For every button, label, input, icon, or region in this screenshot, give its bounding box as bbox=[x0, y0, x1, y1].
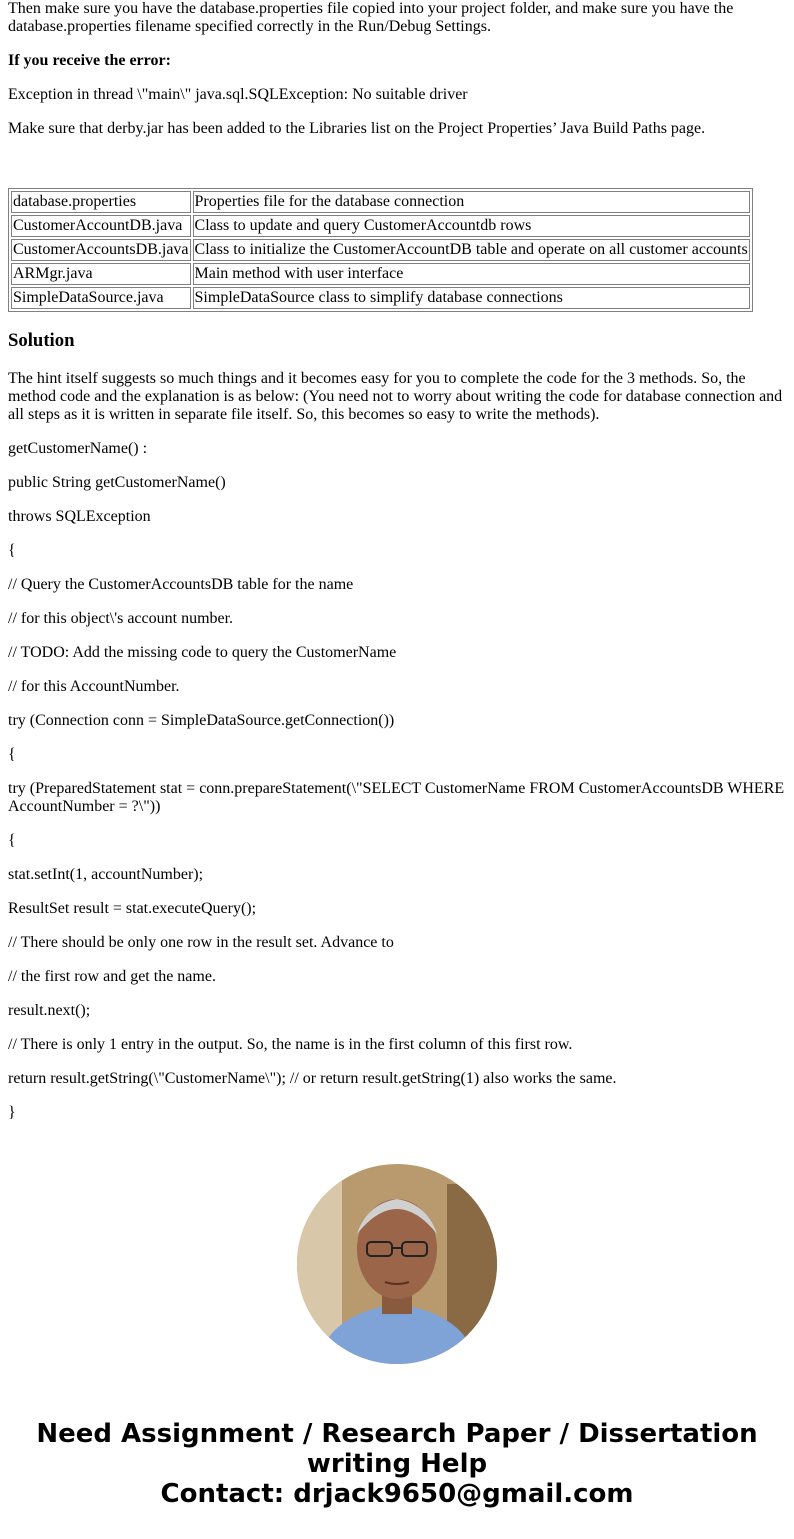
code-line: // for this object\'s account number. bbox=[8, 610, 234, 627]
code-line: // There is only 1 entry in the output. So, the name is in the first column of this first row. bbox=[8, 1036, 573, 1053]
code-line: public String getCustomerName() bbox=[8, 474, 226, 491]
code-line: try (PreparedStatement stat = conn.prepareStatement(\"SELECT CustomerName FROM CustomerAccountsDB WHERE AccountNumber = ?\")) bbox=[8, 780, 785, 815]
table-row bbox=[11, 239, 750, 261]
file-description: Properties file for the database connection bbox=[193, 191, 750, 213]
author-photo bbox=[297, 1164, 497, 1364]
file-description: Class to initialize the CustomerAccountDB table and operate on all customer accounts bbox=[193, 239, 750, 261]
table-row bbox=[11, 287, 750, 309]
file-description: Main method with user interface bbox=[193, 263, 750, 285]
code-line: } bbox=[8, 1104, 16, 1121]
code-line: try (Connection conn = SimpleDataSource.getConnection()) bbox=[8, 712, 395, 729]
code-line: { bbox=[8, 542, 16, 559]
code-line: getCustomerName() : bbox=[8, 440, 148, 457]
solution-intro: The hint itself suggests so much things and it becomes easy for you to complete the code for the 3 methods. So, the method code and the explanation is as below: (You need not to worry about writing the code for database connection and all steps as it is written in separate file itself. So, this becomes so easy to write the methods). bbox=[8, 370, 783, 423]
file-name: database.properties bbox=[11, 191, 191, 213]
code-line: // TODO: Add the missing code to query the CustomerName bbox=[8, 644, 397, 661]
file-name: SimpleDataSource.java bbox=[11, 287, 191, 309]
file-description: SimpleDataSource class to simplify database connections bbox=[193, 287, 750, 309]
file-name: CustomerAccountDB.java bbox=[11, 215, 191, 237]
table-row bbox=[11, 215, 750, 237]
solution-heading: Solution bbox=[8, 330, 75, 351]
code-line: // the first row and get the name. bbox=[8, 968, 216, 985]
code-line: result.next(); bbox=[8, 1002, 91, 1019]
intro-paragraph: Then make sure you have the database.properties file copied into your project folder, and make sure you have the database.properties filename specified correctly in the Run/Debug Settings. bbox=[8, 0, 734, 35]
file-name: CustomerAccountsDB.java bbox=[11, 239, 191, 261]
error-text: Exception in thread \"main\" java.sql.SQLException: No suitable driver bbox=[8, 86, 468, 103]
files-table bbox=[8, 188, 753, 312]
table-row bbox=[11, 191, 750, 213]
derby-paragraph: Make sure that derby.jar has been added to the Libraries list on the Project Properties’ Java Build Paths page. bbox=[8, 120, 706, 137]
code-line: // There should be only one row in the result set. Advance to bbox=[8, 934, 394, 951]
error-heading: If you receive the error: bbox=[8, 52, 171, 69]
file-description: Class to update and query CustomerAccountdb rows bbox=[193, 215, 750, 237]
code-line: { bbox=[8, 746, 16, 763]
code-line: { bbox=[8, 832, 16, 849]
code-line: throws SQLException bbox=[8, 508, 151, 525]
file-name: ARMgr.java bbox=[11, 263, 191, 285]
footer-contact bbox=[8, 1419, 786, 1509]
table-row bbox=[11, 263, 750, 285]
code-line: // for this AccountNumber. bbox=[8, 678, 180, 695]
code-line: stat.setInt(1, accountNumber); bbox=[8, 866, 204, 883]
footer-help-text: Need Assignment / Research Paper / Dissertation writing Help bbox=[36, 1419, 758, 1479]
footer-email[interactable]: Contact: drjack9650@gmail.com bbox=[160, 1479, 634, 1509]
code-line: ResultSet result = stat.executeQuery(); bbox=[8, 900, 257, 917]
code-line: // Query the CustomerAccountsDB table for the name bbox=[8, 576, 354, 593]
code-lines bbox=[8, 440, 786, 1122]
code-line: return result.getString(\"CustomerName\"); // or return result.getString(1) also works the same. bbox=[8, 1070, 617, 1087]
